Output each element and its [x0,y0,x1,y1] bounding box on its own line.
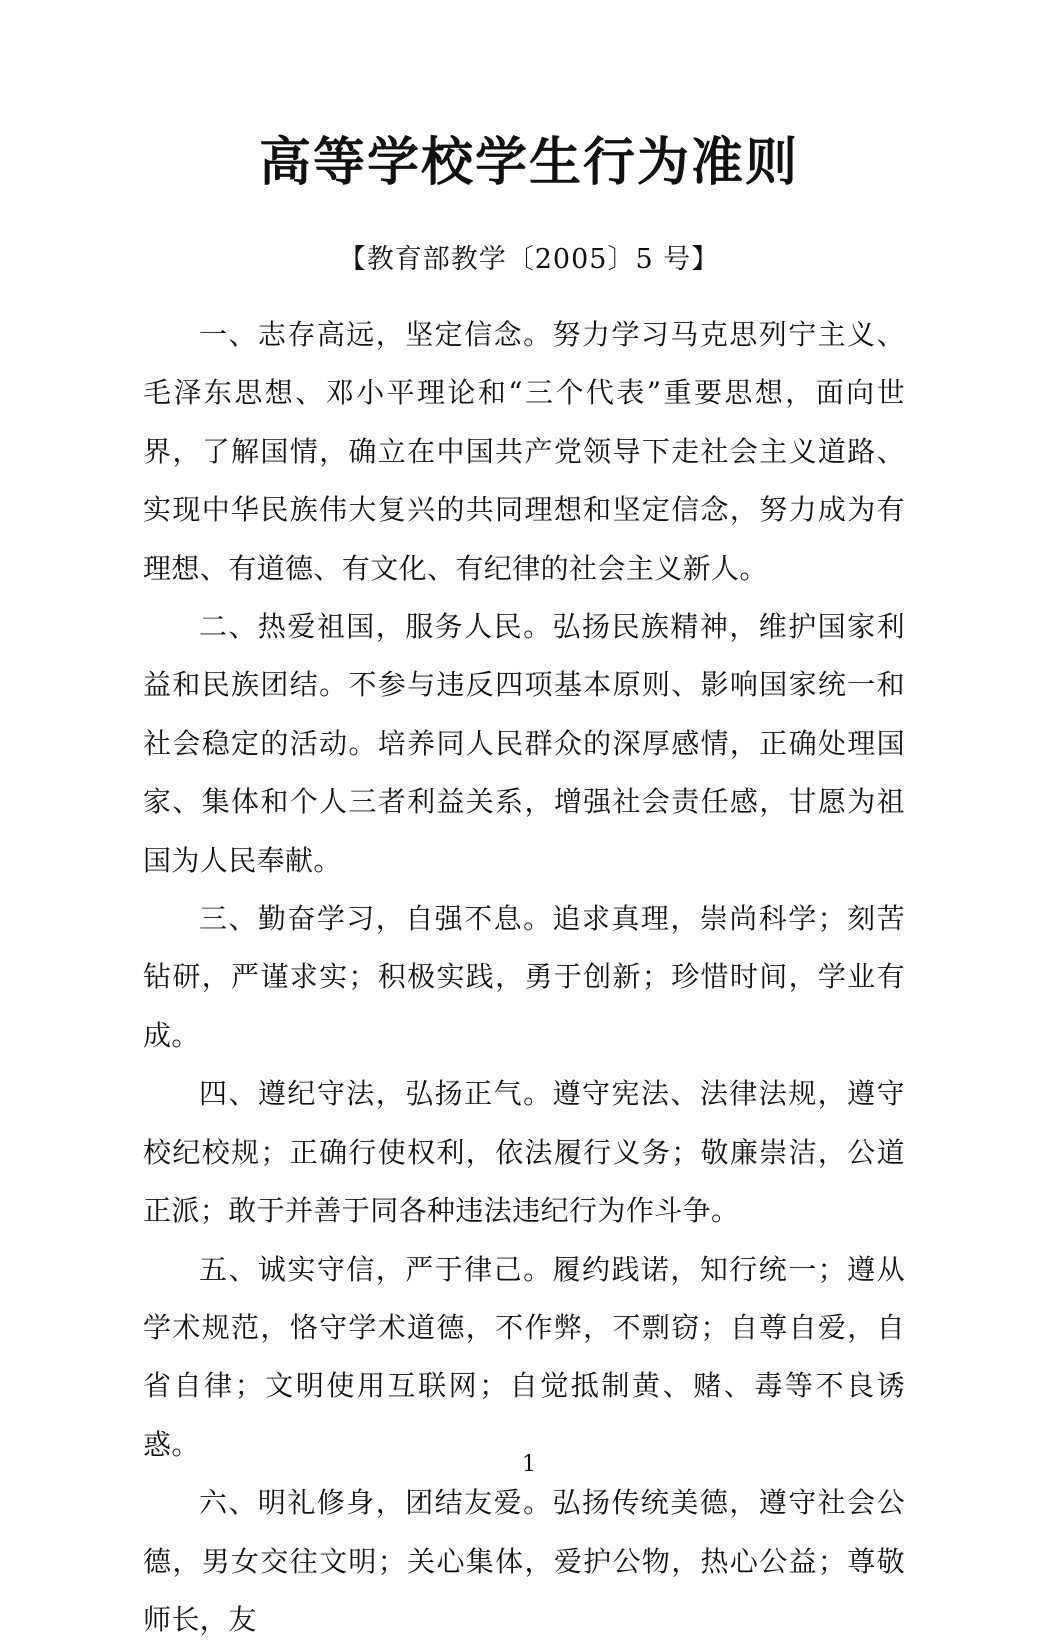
paragraph-3: 三、勤奋学习，自强不息。追求真理，崇尚科学；刻苦钻研，严谨求实；积极实践，勇于创新；珍惜时间，学业有成。 [143,902,905,1052]
page-number: 1 [522,1452,536,1477]
paragraph-2: 二、热爱祖国，服务人民。弘扬民族精神，维护国家利益和民族团结。不参与违反四项基本原则、影响国家统一和社会稳定的活动。培养同人民群众的深厚感情，正确处理国家、集体和个人三者利益关系，增强社会责任感，甘愿为祖国为人民奉献。 [143,610,905,877]
paragraph-5: 五、诚实守信，严于律己。履约践诺，知行统一；遵从学术规范，恪守学术道德，不作弊，不剽窃；自尊自爱，自省自律；文明使用互联网；自觉抵制黄、赌、毒等不良诱惑。 [143,1252,905,1461]
paragraph-4: 四、遵纪守法，弘扬正气。遵守宪法、法律法规，遵守校纪校规；正确行使权利，依法履行义务；敬廉崇洁，公道正派；敢于并善于同各种违法违纪行为作斗争。 [143,1077,905,1228]
document-number: 【教育部教学〔2005〕5 号】 [338,244,720,275]
paragraph-1: 一、志存高远，坚定信念。努力学习马克思列宁主义、毛泽东思想、邓小平理论和“三个代表”重要思想，面向世界，了解国情，确立在中国共产党领导下走社会主义道路、实现中华民族伟大复兴的共同理想和坚定信念，努力成为有理想、有道德、有文化、有纪律的社会主义新人。 [143,318,905,585]
document-body [143,306,905,1649]
paragraph-6: 六、明礼修身，团结友爱。弘扬传统美德，遵守社会公德，男女交往文明；关心集体，爱护公物，热心公益；尊敬师长，友 [143,1486,905,1636]
document-title: 高等学校学生行为准则 [258,132,799,193]
